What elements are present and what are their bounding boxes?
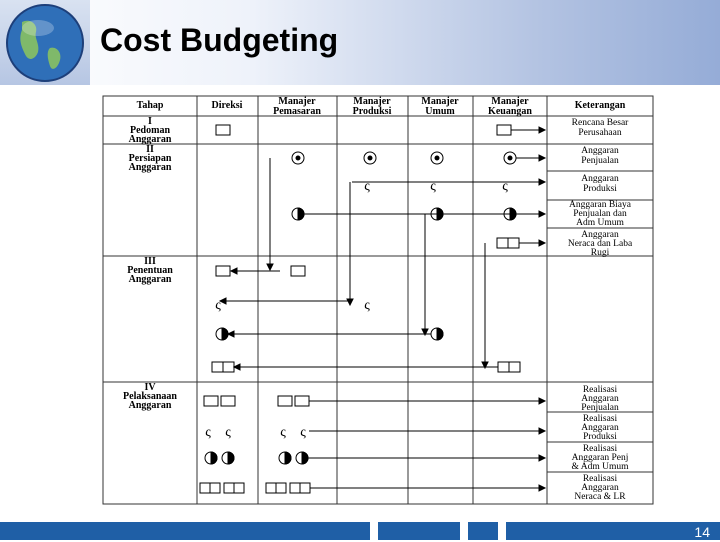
squiggle-iv-4: ς (300, 425, 306, 440)
squiggle-iv-1: ς (205, 425, 211, 440)
ket-real-penj-1: Realisasi (582, 385, 618, 395)
budget-flow-diagram (100, 94, 656, 511)
ket-prod-1: Anggaran (581, 174, 619, 184)
stage-1-word1: Pedoman (130, 125, 170, 136)
squiggle-keuangan: ς (502, 179, 508, 194)
footer-bar (0, 522, 720, 540)
ket-real-adm-3: & Adm Umum (571, 462, 629, 472)
stage-3-word2: Anggaran (128, 274, 172, 285)
page-title: Cost Budgeting (100, 22, 339, 58)
footer-segment-1 (0, 522, 370, 540)
ket-real-neraca-2: Anggaran (581, 483, 619, 493)
footer-segment-3 (468, 522, 498, 540)
ket-real-neraca-1: Realisasi (582, 474, 618, 484)
header-manajer-produksi: Manajer (353, 96, 391, 107)
ket-penj-2: Penjualan (581, 156, 619, 166)
header-manajer-keuangan: Manajer (491, 96, 529, 107)
header-direksi: Direksi (211, 100, 243, 111)
stage-4-word2: Anggaran (128, 400, 172, 411)
squiggle-produksi: ς (364, 179, 370, 194)
ket-penj-1: Anggaran (581, 146, 619, 156)
stage-2-number: II (146, 144, 154, 155)
header-pemasaran: Pemasaran (273, 106, 321, 117)
stage-1-word2: Anggaran (128, 134, 172, 145)
ket-neraca-1: Anggaran (581, 230, 619, 240)
ket-neraca-3: Rugi (590, 248, 610, 258)
stage-3-word1: Penentuan (127, 265, 173, 276)
ket-real-prod-1: Realisasi (582, 414, 618, 424)
ket-real-prod-2: Anggaran (581, 423, 619, 433)
globe-logo (0, 0, 90, 85)
ket-real-penj-3: Penjualan (581, 403, 619, 413)
header-keterangan: Keterangan (574, 100, 626, 111)
ket-biaya-1: Anggaran Biaya (569, 200, 631, 210)
stage-2-word2: Anggaran (128, 162, 172, 173)
footer-segment-4 (506, 522, 720, 540)
ket-rencana-2: Perusahaan (578, 128, 622, 138)
header-produksi: Produksi (352, 106, 392, 117)
header-manajer-umum: Manajer (421, 96, 459, 107)
header-manajer-pemasaran: Manajer (278, 96, 316, 107)
page-number: 14 (694, 524, 710, 540)
ket-neraca-2: Neraca dan Laba (567, 239, 633, 249)
ket-real-adm-2: Anggaran Penj (571, 453, 629, 463)
squiggle-iv-2: ς (225, 425, 231, 440)
squiggle-direksi: ς (215, 298, 221, 313)
ket-real-neraca-3: Neraca & LR (574, 492, 626, 502)
stage-4-word1: Pelaksanaan (123, 391, 177, 402)
squiggle-produksi-2: ς (364, 298, 370, 313)
ket-real-prod-3: Produksi (583, 432, 617, 442)
header-keuangan: Keuangan (488, 106, 532, 117)
stage-4-number: IV (144, 382, 156, 393)
ket-real-adm-1: Realisasi (582, 444, 618, 454)
footer-segment-2 (378, 522, 460, 540)
squiggle-iv-3: ς (280, 425, 286, 440)
stage-1-number: I (148, 116, 152, 127)
ket-prod-2: Produksi (583, 184, 617, 194)
squiggle-umum: ς (430, 179, 436, 194)
ket-biaya-3: Adm Umum (576, 218, 624, 228)
header-umum: Umum (425, 106, 455, 117)
stage-2-word1: Persiapan (128, 153, 172, 164)
ket-rencana-1: Rencana Besar (571, 118, 629, 128)
ket-biaya-2: Penjualan dan (573, 209, 627, 219)
header-tahap: Tahap (136, 100, 164, 111)
stage-3-number: III (144, 256, 156, 267)
ket-real-penj-2: Anggaran (581, 394, 619, 404)
